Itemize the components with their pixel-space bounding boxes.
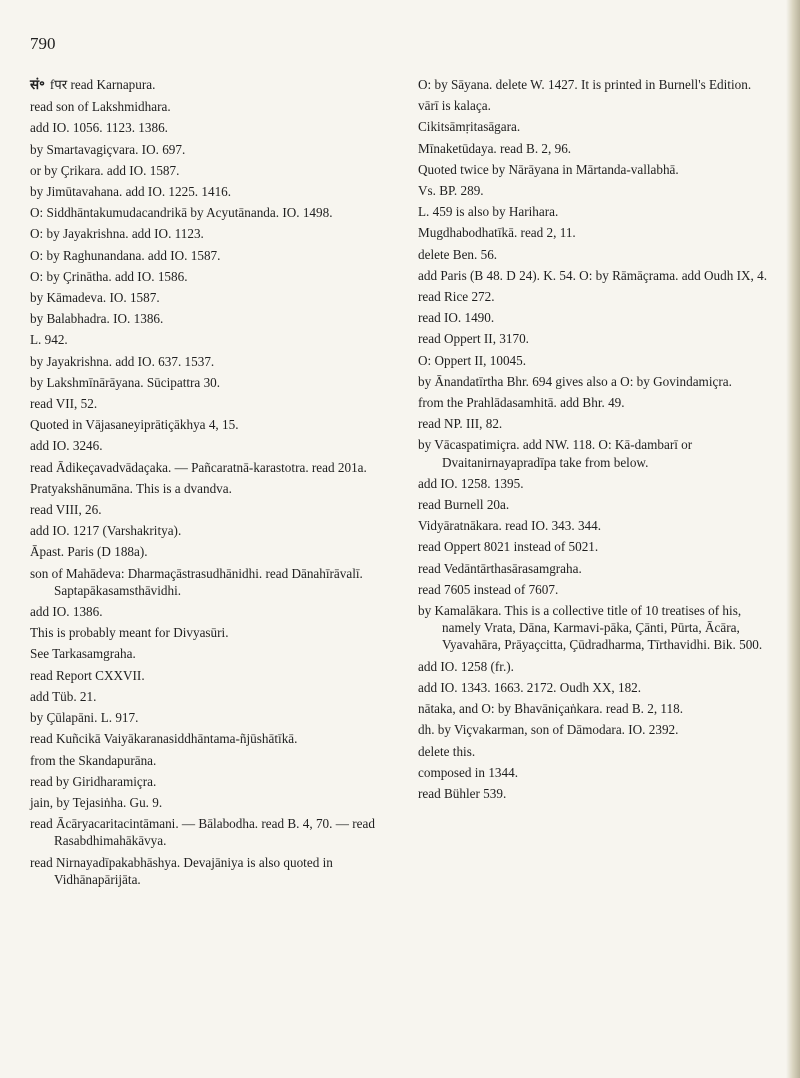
right-column bbox=[418, 76, 780, 806]
index-entry bbox=[30, 752, 382, 769]
entry-text: read Oppert II, 3170. bbox=[418, 331, 529, 347]
index-entry bbox=[418, 373, 780, 390]
entry-text: read Rice 272. bbox=[418, 289, 495, 305]
index-entry bbox=[418, 267, 780, 284]
index-entry bbox=[30, 603, 382, 620]
entry-text: O: Oppert II, 10045. bbox=[418, 352, 527, 368]
entry-text: read son of Lakshmidhara. bbox=[30, 99, 171, 115]
entry-text: by Kāmadeva. IO. 1587. bbox=[30, 290, 160, 306]
index-entry bbox=[418, 721, 780, 738]
entry-text: by Balabhadra. IO. 1386. bbox=[30, 311, 164, 327]
index-entry bbox=[30, 416, 382, 433]
entry-text: read 7605 instead of 7607. bbox=[418, 581, 559, 597]
entry-text: read VIII, 26. bbox=[30, 502, 102, 518]
entry-text: read Report CXXVII. bbox=[30, 667, 145, 683]
entry-text: See Tarkasamgraha. bbox=[30, 646, 136, 662]
index-entry bbox=[30, 76, 382, 94]
index-entry bbox=[30, 773, 382, 790]
index-entry bbox=[30, 395, 382, 412]
index-entry bbox=[30, 183, 382, 200]
entry-text: by Ānandatīrtha Bhr. 694 gives also a O: by Govindamiçra. bbox=[418, 373, 732, 389]
entry-text: add IO. 1258 (fr.). bbox=[418, 658, 514, 674]
entry-text: read VII, 52. bbox=[30, 396, 98, 412]
entry-text: O: by Jayakrishna. add IO. 1123. bbox=[30, 226, 204, 242]
entry-text: by Kamalākara. This is a collective title of 10 treatises of his, namely Vrata, Dāna, Karmavi-pāka, Çānti, Pūrta, Ācāra, Vyavahāra, Prāyaçcitta, Çūdradharma, Tīrthavidhi. Bik. 500. bbox=[418, 603, 763, 653]
entry-text: or by Çrikara. add IO. 1587. bbox=[30, 162, 180, 178]
index-entry bbox=[418, 496, 780, 513]
entry-text: read NP. III, 82. bbox=[418, 416, 503, 432]
index-entry bbox=[30, 854, 382, 888]
entry-text: by Vācaspatimiçra. add NW. 118. O: Kā-dambarī or Dvaitanirnayapradīpa take from below. bbox=[418, 437, 693, 470]
page-number: 790 bbox=[30, 34, 56, 53]
entry-text: Vidyāratnākara. read IO. 343. 344. bbox=[418, 518, 602, 534]
index-entry bbox=[30, 565, 382, 599]
index-entry bbox=[418, 743, 780, 760]
entry-text: composed in 1344. bbox=[418, 764, 518, 780]
page-edge-shadow bbox=[786, 0, 800, 1078]
index-entry bbox=[30, 645, 382, 662]
entry-text: O: by Sāyana. delete W. 1427. It is printed in Burnell's Edition. bbox=[418, 77, 752, 92]
index-entry bbox=[418, 246, 780, 263]
index-entry bbox=[30, 119, 382, 136]
index-entry bbox=[30, 437, 382, 454]
index-entry bbox=[418, 288, 780, 305]
entry-text: read by Giridharamiçra. bbox=[30, 773, 157, 789]
index-entry bbox=[418, 118, 780, 135]
entry-text: add Tüb. 21. bbox=[30, 688, 97, 704]
index-entry bbox=[30, 730, 382, 747]
index-entry bbox=[418, 560, 780, 577]
index-entry bbox=[418, 764, 780, 781]
entry-text: add IO. 3246. bbox=[30, 438, 103, 454]
entry-text: by Çūlapāni. L. 917. bbox=[30, 710, 139, 726]
index-entry bbox=[30, 247, 382, 264]
index-entry bbox=[30, 98, 382, 115]
index-entry bbox=[30, 225, 382, 242]
entry-text: from the Skandapurāna. bbox=[30, 752, 157, 768]
index-entry bbox=[30, 794, 382, 811]
index-entry bbox=[30, 522, 382, 539]
index-entry bbox=[418, 475, 780, 492]
entry-text: Pratyakshānumāna. This is a dvandva. bbox=[30, 480, 232, 496]
entry-text: jain, by Tejasiṅha. Gu. 9. bbox=[30, 794, 163, 810]
entry-text: from the Prahlādasamhitā. add Bhr. 49. bbox=[418, 395, 625, 411]
entry-text: dh. by Viçvakarman, son of Dāmodara. IO. 2392. bbox=[418, 722, 679, 738]
index-entry bbox=[418, 785, 780, 802]
entry-text: add Paris (B 48. D 24). K. 54. O: by Rāmāçrama. add Oudh IX, 4. bbox=[418, 267, 768, 283]
index-entry bbox=[418, 203, 780, 220]
index-entry bbox=[418, 436, 780, 470]
entry-text: son of Mahādeva: Dharmaçāstrasudhānidhi. read Dānahīrāvalī. Saptapākasamsthāvidhi. bbox=[30, 565, 363, 598]
entry-text: L. 459 is also by Harihara. bbox=[418, 204, 559, 220]
entry-text: This is probably meant for Divyasūri. bbox=[30, 625, 229, 641]
index-entry bbox=[30, 667, 382, 684]
index-entry bbox=[30, 331, 382, 348]
index-entry bbox=[30, 815, 382, 849]
index-entry bbox=[30, 374, 382, 391]
entry-text: Quoted twice by Nārāyana in Mārtanda-vallabhā. bbox=[418, 161, 679, 177]
entry-text: Quoted in Vājasaneyiprātiçākhya 4, 15. bbox=[30, 417, 239, 433]
index-entry bbox=[418, 330, 780, 347]
index-entry bbox=[418, 352, 780, 369]
index-entry bbox=[30, 480, 382, 497]
entry-text: L. 942. bbox=[30, 332, 68, 348]
entry-text: fपर read Karnapura. bbox=[49, 77, 156, 92]
entry-text: Mīnaketūdaya. read B. 2, 96. bbox=[418, 140, 572, 156]
left-column bbox=[30, 76, 382, 892]
entry-text: read Kuñcikā Vaiyākaranasiddhāntama-ñjūshātīkā. bbox=[30, 731, 298, 747]
entry-text: O: by Çrinātha. add IO. 1586. bbox=[30, 268, 188, 284]
entry-text: delete Ben. 56. bbox=[418, 246, 498, 262]
entry-text: read Ācāryacaritacintāmani. — Bālabodha. read B. 4, 70. — read Rasabdhimahākāvya. bbox=[30, 816, 375, 849]
entry-text: Mugdhabodhatīkā. read 2, 11. bbox=[418, 225, 576, 241]
entry-text: add IO. 1258. 1395. bbox=[418, 475, 524, 491]
entry-text: by Lakshmīnārāyana. Sūcipattra 30. bbox=[30, 374, 221, 390]
index-entry bbox=[418, 658, 780, 675]
index-entry bbox=[418, 161, 780, 178]
index-entry bbox=[418, 182, 780, 199]
index-entry bbox=[418, 394, 780, 411]
entry-text: read Oppert 8021 instead of 5021. bbox=[418, 539, 599, 555]
index-entry bbox=[30, 688, 382, 705]
index-entry bbox=[30, 162, 382, 179]
entry-text: Vs. BP. 289. bbox=[418, 183, 484, 199]
index-entry bbox=[30, 268, 382, 285]
entry-text: Cikitsāmṛitasāgara. bbox=[418, 119, 521, 135]
index-entry bbox=[418, 140, 780, 157]
entry-text: nātaka, and O: by Bhavāniçaṅkara. read B. 2, 118. bbox=[418, 701, 683, 717]
index-entry bbox=[30, 204, 382, 221]
index-entry bbox=[418, 602, 780, 654]
index-entry bbox=[30, 501, 382, 518]
entry-text: vārī is kalaça. bbox=[418, 98, 491, 114]
entry-text: add IO. 1056. 1123. 1386. bbox=[30, 120, 168, 136]
entry-text: O: Siddhāntakumudacandrikā by Acyutānanda. IO. 1498. bbox=[30, 205, 333, 221]
entry-text: O: by Raghunandana. add IO. 1587. bbox=[30, 247, 221, 263]
entry-text: read Nirnayadīpakabhāshya. Devajāniya is also quoted in Vidhānapārijāta. bbox=[30, 854, 333, 887]
index-entry bbox=[30, 543, 382, 560]
entry-text: delete this. bbox=[418, 743, 476, 759]
entry-text: by Jimūtavahana. add IO. 1225. 1416. bbox=[30, 184, 232, 200]
index-entry bbox=[418, 538, 780, 555]
index-entry bbox=[418, 224, 780, 241]
index-entry bbox=[418, 517, 780, 534]
index-entry bbox=[418, 581, 780, 598]
index-entry bbox=[418, 309, 780, 326]
index-entry bbox=[30, 310, 382, 327]
index-entry bbox=[418, 700, 780, 717]
entry-text: by Jayakrishna. add IO. 637. 1537. bbox=[30, 353, 215, 369]
index-entry bbox=[418, 97, 780, 114]
entry-text: add IO. 1386. bbox=[30, 604, 103, 620]
index-entry bbox=[418, 415, 780, 432]
entry-text: by Smartavagiçvara. IO. 697. bbox=[30, 141, 186, 157]
index-entry bbox=[418, 679, 780, 696]
entry-headword: सं॰ bbox=[30, 77, 45, 93]
index-entry bbox=[30, 353, 382, 370]
index-entry bbox=[30, 289, 382, 306]
index-entry bbox=[30, 624, 382, 641]
entry-text: add IO. 1343. 1663. 2172. Oudh XX, 182. bbox=[418, 679, 642, 695]
index-entry bbox=[30, 709, 382, 726]
entry-text: read Vedāntārthasārasamgraha. bbox=[418, 560, 582, 576]
entry-text: read IO. 1490. bbox=[418, 310, 495, 326]
entry-text: read Burnell 20a. bbox=[418, 497, 510, 513]
entry-text: read Ādikeçavadvādaçaka. — Pañcaratnā-karastotra. read 201a. bbox=[30, 459, 367, 475]
index-entry bbox=[30, 459, 382, 476]
index-entry bbox=[30, 141, 382, 158]
entry-text: read Bühler 539. bbox=[418, 785, 507, 801]
index-entry bbox=[418, 76, 780, 93]
entry-text: add IO. 1217 (Varshakritya). bbox=[30, 523, 182, 539]
entry-text: Āpast. Paris (D 188a). bbox=[30, 544, 148, 560]
